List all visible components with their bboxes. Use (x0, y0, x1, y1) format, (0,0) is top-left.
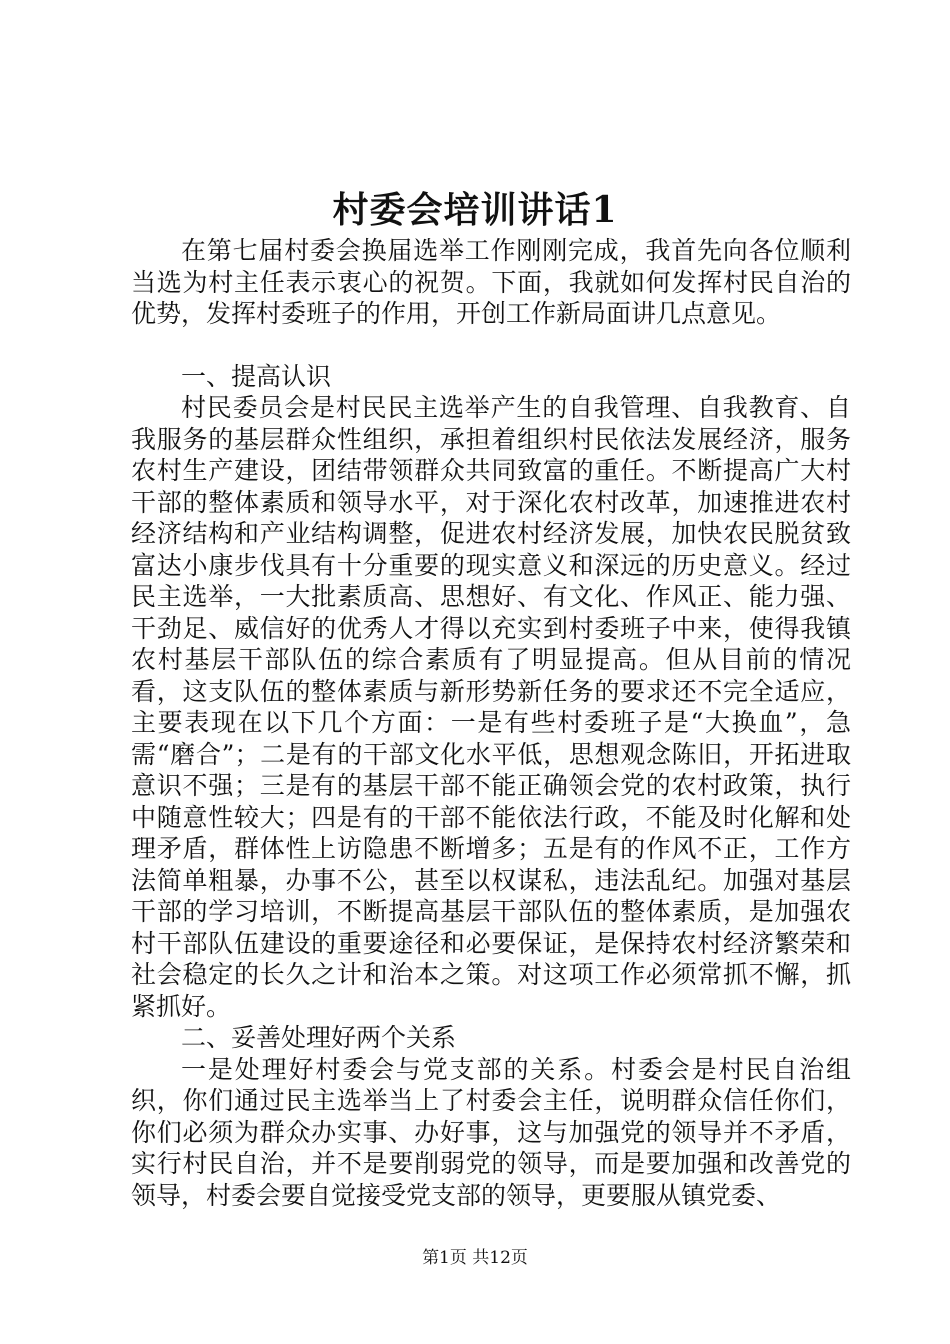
document-body (131, 235, 851, 1211)
document-title: 村委会培训讲话1 (332, 189, 618, 231)
page-footer: 第1页 共12页 (422, 1248, 528, 1268)
paragraph-section-1: 村民委员会是村民民主选举产生的自我管理、自我教育、自我服务的基层群众性组织，承担着组织村民依法发展经济，服务农村生产建设，团结带领群众共同致富的重任。不断提高广大村干部的整体素质和领导水平，对于深化农村改革，加速推进农村经济结构和产业结构调整，促进农村经济发展，加快农民脱贫致富达小康步伐具有十分重要的现实意义和深远的历史意义。经过民主选举，一大批素质高、思想好、有文化、作风正、能力强、干劲足、威信好的优秀人才得以充实到村委班子中来，使得我镇农村基层干部队伍的综合素质有了明显提高。但从目前的情况看，这支队伍的整体素质与新形势新任务的要求还不完全适应，主要表现在以下几个方面：一是有些村委班子是“大换血”，急需“磨合”；二是有的干部文化水平低，思想观念陈旧，开拓进取意识不强；三是有的基层干部不能正确领会党的农村政策，执行中随意性较大；四是有的干部不能依法行政，不能及时化解和处理矛盾，群体性上访隐患不断增多；五是有的作风不正，工作方法简单粗暴，办事不公，甚至以权谋私，违法乱纪。加强对基层干部的学习培训，不断提高基层干部队伍的整体素质，是加强农村干部队伍建设的重要途径和必要保证，是保持农村经济繁荣和社会稳定的长久之计和治本之策。对这项工作必须常抓不懈，抓紧抓好。 (131, 393, 851, 1021)
paragraph-section-2: 一是处理好村委会与党支部的关系。村委会是村民自治组织，你们通过民主选举当上了村委会主任，说明群众信任你们，你们必须为群众办实事、办好事，这与加强党的领导并不矛盾，实行村民自治，并不是要削弱党的领导，而是要加强和改善党的领导，村委会要自觉接受党支部的领导，更要服从镇党委、 (131, 1054, 851, 1210)
section-heading-1: 一、提高认识 (181, 361, 332, 391)
section-heading-2: 二、妥善处理好两个关系 (181, 1023, 457, 1052)
paragraph-intro: 在第七届村委会换届选举工作刚刚完成，我首先向各位顺利当选为村主任表示衷心的祝贺。下面，我就如何发挥村民自治的优势，发挥村委班子的作用，开创工作新局面讲几点意见。 (131, 236, 851, 328)
